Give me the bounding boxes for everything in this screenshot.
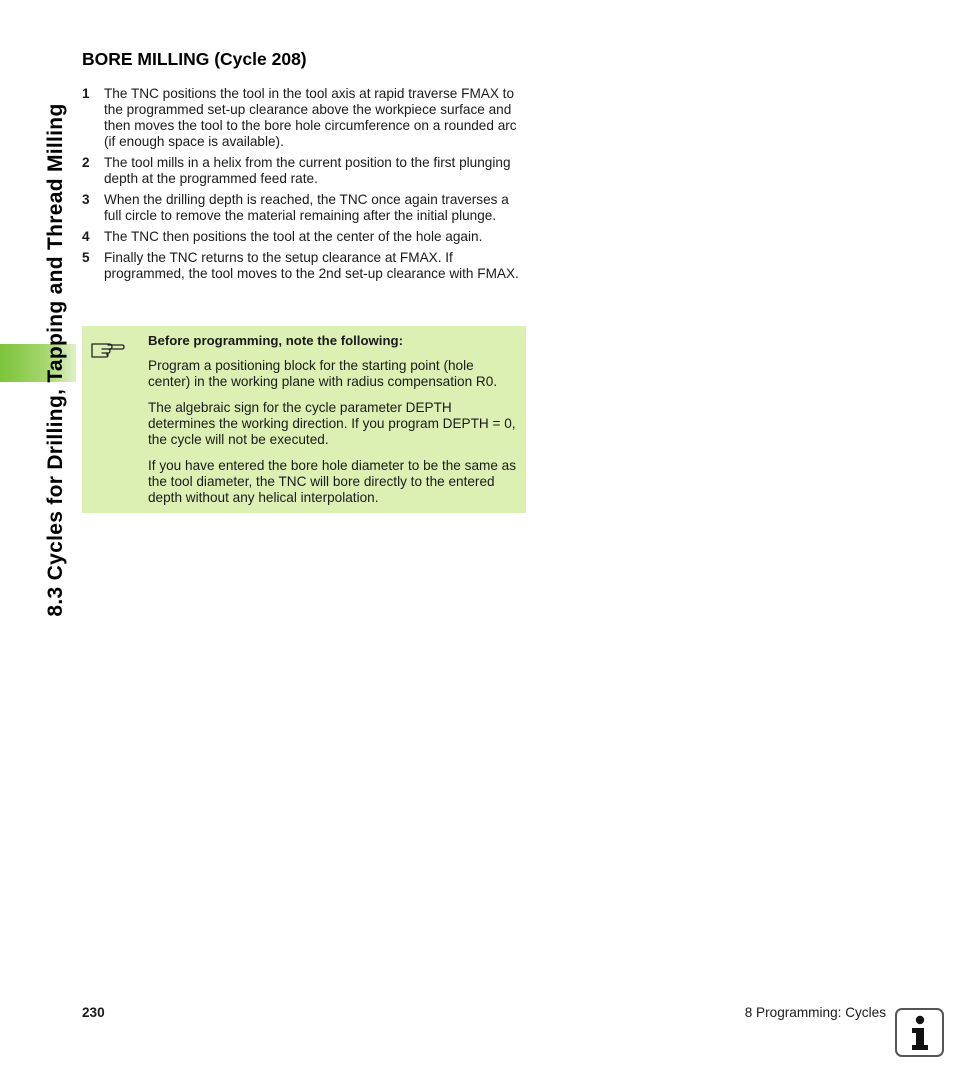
section-heading: BORE MILLING (Cycle 208) — [82, 49, 307, 69]
note-paragraph: If you have entered the bore hole diameter to be the same as the tool diameter, the TNC will bore directly to the entered depth without any helical interpolation. — [148, 458, 517, 505]
step-number: 4 — [82, 229, 90, 244]
step-text: The tool mills in a helix from the current position to the first plunging depth at the programmed feed rate. — [104, 155, 511, 186]
chapter-label: 8 Programming: Cycles — [744, 1005, 886, 1020]
step-number: 2 — [82, 155, 90, 170]
note-box — [82, 326, 526, 513]
pointing-hand-icon — [90, 335, 126, 361]
step-text: The TNC positions the tool in the tool axis at rapid traverse FMAX to the programmed set-up clearance above the workpiece surface and then moves the tool to the bore hole circumference on a rounded arc (if enough space is available). — [104, 86, 517, 149]
note-paragraph: The algebraic sign for the cycle parameter DEPTH determines the working direction. If you program DEPTH = 0, the cycle will not be executed. — [148, 400, 516, 447]
info-glyph-icon — [897, 1010, 942, 1055]
step-text: Finally the TNC returns to the setup clearance at FMAX. If programmed, the tool moves to the 2nd set-up clearance with FMAX. — [104, 250, 519, 281]
note-body — [148, 333, 518, 516]
step-text: When the drilling depth is reached, the TNC once again traverses a full circle to remove the material remaining after the initial plunge. — [104, 192, 509, 223]
note-paragraph: Program a positioning block for the starting point (hole center) in the working plane with radius compensation R0. — [148, 358, 498, 389]
sidebar-section-title: 8.3 Cycles for Drilling, Tapping and Thread Milling — [44, 103, 67, 617]
step-number: 3 — [82, 192, 90, 207]
list-item — [82, 86, 527, 150]
list-item — [82, 229, 527, 245]
list-item — [82, 155, 527, 187]
note-title: Before programming, note the following: — [148, 333, 403, 348]
info-icon — [895, 1008, 944, 1057]
page-number: 230 — [82, 1005, 105, 1020]
step-number: 5 — [82, 250, 90, 265]
list-item — [82, 250, 527, 282]
step-number: 1 — [82, 86, 90, 101]
list-item — [82, 192, 527, 224]
procedure-steps — [82, 86, 527, 287]
step-text: The TNC then positions the tool at the center of the hole again. — [104, 229, 483, 244]
